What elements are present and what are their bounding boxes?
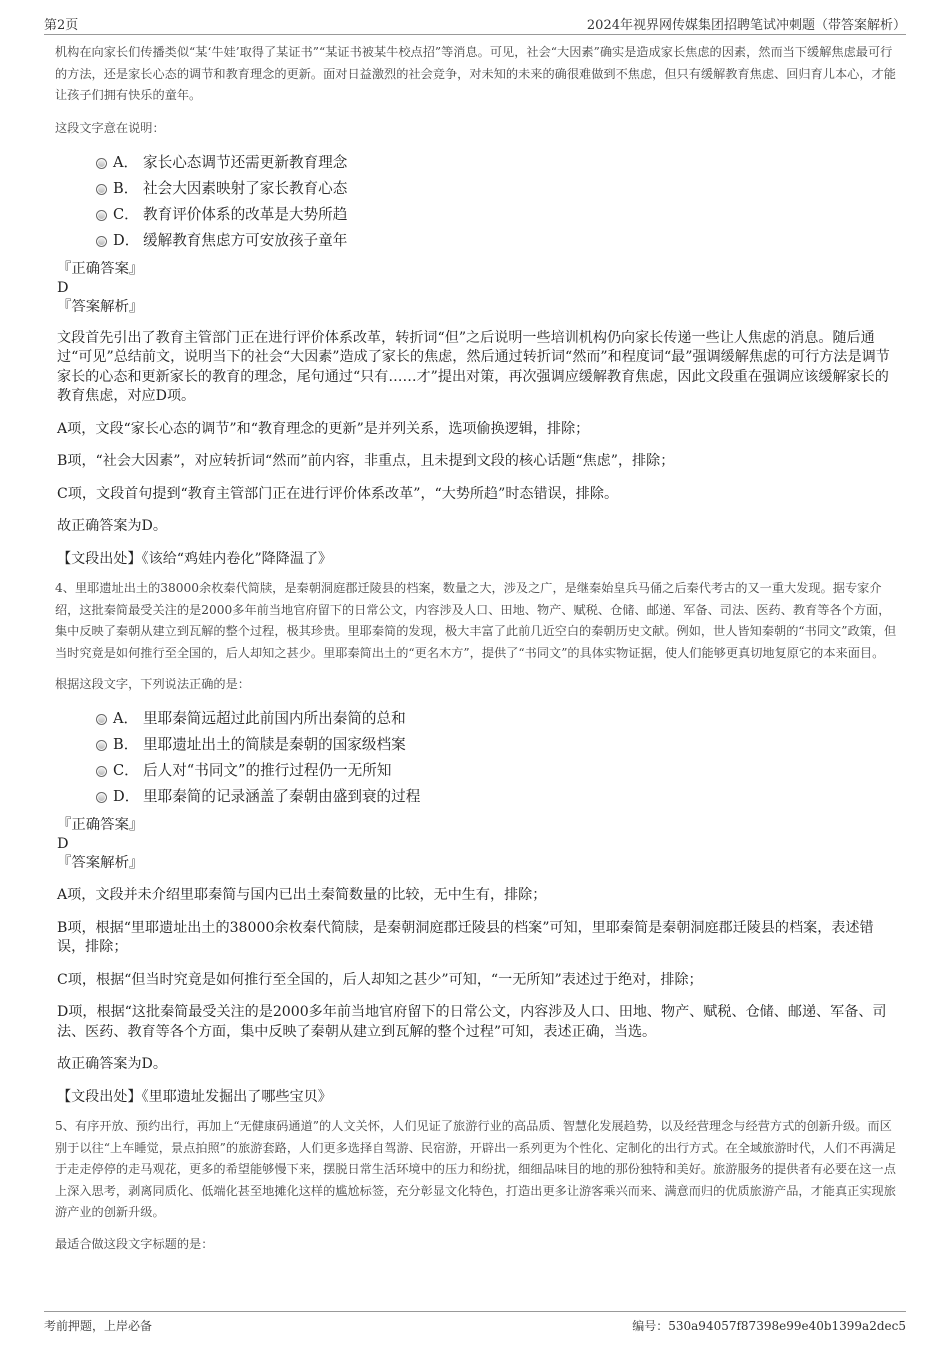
q4-analysis-label: 『答案解析』 (57, 855, 144, 871)
option-letter: D． (113, 788, 140, 805)
q3-options (55, 150, 897, 254)
q4-option-d[interactable] (55, 784, 897, 810)
q4-analysis-d: D项，根据“这批秦简最受关注的是2000多年前当地官府留下的日常公文，内容涉及人口、田地、物产、赋税、仓储、邮递、军备、司法、医药、教育等各个方面，集中反映了秦朝从建立到瓦解的整个过程”可知，表述正确，当选。 (57, 1004, 887, 1040)
q3-option-b[interactable] (55, 176, 897, 202)
page-number: 第2页 (44, 18, 79, 33)
q3-option-c[interactable] (55, 202, 897, 228)
q4-option-c[interactable] (55, 758, 897, 784)
option-text: 里耶秦简远超过此前国内所出秦简的总和 (143, 710, 406, 727)
q3-prompt: 这段文字意在说明： (55, 120, 165, 135)
q4-analysis-c: C项，根据“但当时究竟是如何推行至全国的，后人却知之甚少”可知，“一无所知”表述过于绝对，排除； (57, 971, 703, 988)
radio-button-icon[interactable] (96, 714, 107, 725)
option-letter: C． (113, 205, 139, 223)
q4-source: 【文段出处】《里耶遗址发掘出了哪些宝贝》 (57, 1088, 332, 1105)
q3-option-d[interactable] (55, 228, 897, 254)
option-text: 里耶秦简的记录涵盖了秦朝由盛到衰的过程 (143, 788, 421, 805)
radio-button-icon[interactable] (96, 766, 107, 777)
q4-analysis-a: A项，文段并未介绍里耶秦简与国内已出土秦简数量的比较，无中生有，排除； (57, 887, 547, 903)
q3-analysis-main: 文段首先引出了教育主管部门正在进行评价体系改革，转折词“但”之后说明一些培训机构仍向家长传递一些让人焦虑的消息。随后通过“可见”总结前文，说明当下的社会“大因素”造成了家长的焦虑，然后通过转折词“然而”和程度词“最”强调缓解焦虑的可行方法是调节家长的心态和更新家长的教育的理念，尾句通过“只有……才”提出对策，再次强调应缓解教育焦虑，因此文段重在强调应该缓解家长的教育焦虑，对应D项。 (57, 329, 890, 404)
q4-passage: 4、里耶遗址出土的38000余枚秦代简牍，是秦朝洞庭郡迁陵县的档案，数量之大，涉及之广，是继秦始皇兵马俑之后秦代考古的又一重大发现。据专家介绍，这批秦简最受关注的是2000多年前当地官府留下的日常公文，内容涉及人口、田地、物产、赋税、仓储、邮递、军备、司法、医药、教育等各个方面，集中反映了秦朝从建立到瓦解的整个过程，极其珍贵。里耶秦简的发现，极大丰富了此前几近空白的秦朝历史文献。例如，世人皆知秦朝的“书同文”政策，但当时究竟是如何推行至全国的，后人却知之甚少。里耶秦简出土的“更名木方”，提供了“书同文”的具体实物证据，使人们能够更真切地复原它的本来面目。 (55, 581, 897, 660)
q4-answer: D (57, 836, 69, 852)
q3-source: 【文段出处】《该给“鸡娃内卷化”降降温了》 (57, 550, 333, 567)
option-letter: A． (113, 153, 139, 171)
q4-analysis-b: B项，根据“里耶遗址出土的38000余枚秦代简牍，是秦朝洞庭郡迁陵县的档案”可知，里耶秦简是秦朝洞庭郡迁陵县的档案，表述错误，排除； (57, 919, 874, 955)
q4-option-a[interactable] (55, 706, 897, 732)
radio-button-icon[interactable] (96, 184, 107, 195)
option-text: 缓解教育焦虑方可安放孩子童年 (143, 231, 348, 249)
option-text: 后人对“书同文”的推行过程仍一无所知 (143, 762, 392, 779)
q4-options (55, 706, 897, 810)
option-letter: B． (113, 179, 139, 197)
q4-prompt: 根据这段文字，下列说法正确的是： (55, 677, 250, 691)
radio-button-icon[interactable] (96, 740, 107, 751)
q3-answer: D (57, 279, 69, 296)
q3-answer-label: 『正确答案』 (57, 260, 144, 277)
radio-button-icon[interactable] (96, 792, 107, 803)
q4-option-b[interactable] (55, 732, 897, 758)
option-letter: C． (113, 762, 139, 779)
option-text: 教育评价体系的改革是大势所趋 (143, 205, 348, 223)
footer-slogan: 考前押题，上岸必备 (44, 1319, 153, 1333)
q5-prompt: 最适合做这段文字标题的是： (55, 1236, 214, 1251)
page-footer (44, 1311, 906, 1336)
radio-button-icon[interactable] (96, 158, 107, 169)
q3-analysis-c: C项，文段首句提到“教育主管部门正在进行评价体系改革”，“大势所趋”时态错误，排除。 (57, 485, 619, 502)
option-letter: B． (113, 736, 139, 753)
option-text: 社会大因素映射了家长教育心态 (143, 179, 348, 197)
document-title: 2024年视界网传媒集团招聘笔试冲刺题（带答案解析） (586, 18, 906, 33)
q3-passage: 机构在向家长们传播类似“某‘牛娃’取得了某证书”“某证书被某牛校点招”等消息。可见，社会“大因素”确实是造成家长焦虑的因素，然而当下缓解焦虑最可行的方法，还是家长心态的调节和教育理念的更新。面对日益激烈的社会竞争，对未知的未来的确很难做到不焦虑，但只有缓解教育焦虑、回归育儿本心，才能让孩子们拥有快乐的童年。 (55, 45, 896, 102)
page-content (55, 38, 897, 1252)
q3-analysis-a: A项，文段“家长心态的调节”和“教育理念的更新”是并列关系，选项偷换逻辑，排除； (57, 420, 590, 437)
q3-option-a[interactable] (55, 150, 897, 176)
q5-passage: 5、有序开放、预约出行，再加上“无健康码通道”的人文关怀，人们见证了旅游行业的高品质、智慧化发展趋势，以及经营理念与经营方式的创新升级。而区别于以往“上车睡觉，景点拍照”的旅游套路，人们更多选择自驾游、民宿游，开辟出一系列更为个性化、定制化的出行方式。在全域旅游时代，人们不再满足于走走停停的走马观花，更多的希望能够慢下来，摆脱日常生活环境中的压力和纷扰，细细品味目的地的那份独特和美好。旅游服务的提供者有必要在这一点上深入思考，剥离同质化、低端化甚至地摊化这样的尴尬标签，充分彰显文化特色，打造出更多让游客乘兴而来、满意而归的优质旅游产品，才能真正实现旅游产业的创新升级。 (55, 1119, 897, 1219)
q3-analysis-label: 『答案解析』 (57, 298, 144, 315)
page-header (44, 12, 906, 35)
radio-button-icon[interactable] (96, 236, 107, 247)
q3-conclusion: 故正确答案为D。 (57, 518, 167, 534)
q4-answer-label: 『正确答案』 (57, 817, 144, 833)
option-letter: A． (113, 710, 139, 727)
option-letter: D． (113, 231, 140, 249)
q3-analysis-b: B项，“社会大因素”，对应转折词“然而”前内容，非重点，且未提到文段的核心话题“焦虑”，排除； (57, 453, 675, 469)
option-text: 家长心态调节还需更新教育理念 (143, 153, 348, 171)
option-text: 里耶遗址出土的简牍是秦朝的国家级档案 (143, 736, 406, 753)
document-id: 编号：530a94057f87398e99e40b1399a2dec5 (632, 1319, 906, 1333)
radio-button-icon[interactable] (96, 210, 107, 221)
q4-conclusion: 故正确答案为D。 (57, 1056, 167, 1072)
